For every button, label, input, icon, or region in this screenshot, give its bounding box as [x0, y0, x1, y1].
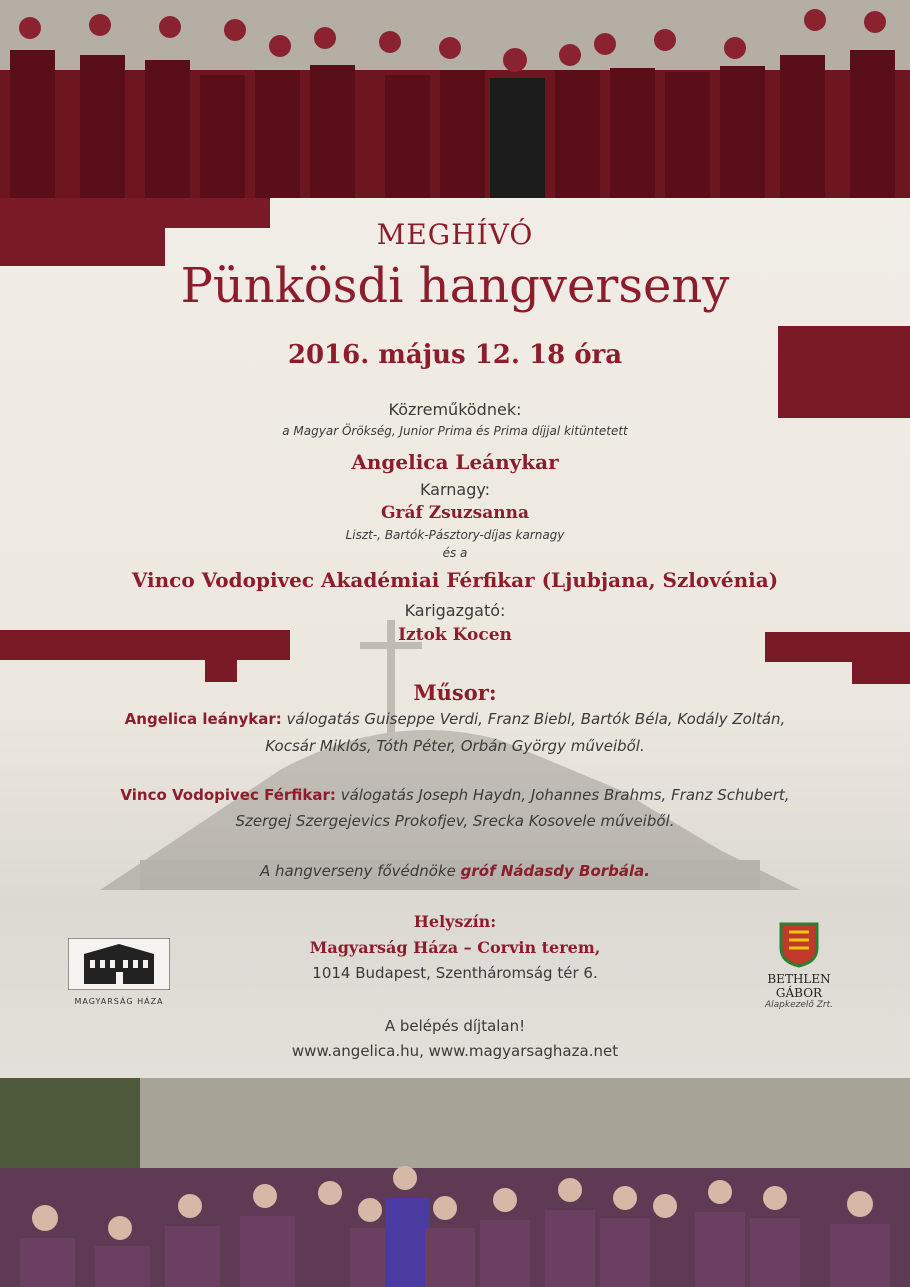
program-item1-text: válogatás Guiseppe Verdi, Franz Biebl, Bartók Béla, Kodály Zoltán,: [281, 710, 786, 728]
male-choir-illustration: [0, 0, 910, 198]
program-item1-line2: Kocsár Miklós, Tóth Péter, Orbán György műveiből.: [265, 737, 645, 755]
right-logo-name: BETHLEN GÁBOR: [767, 972, 831, 1000]
conductor-label: Karnagy:: [419, 480, 491, 499]
participants-intro: Közreműködnek:: [388, 400, 522, 419]
left-logo-text: MAGYARSÁG HÁZA: [74, 997, 164, 1006]
church-silhouette: [100, 620, 800, 900]
building-icon: [68, 938, 170, 990]
female-choir-photo: [0, 1078, 910, 1287]
conductor-awards: Liszt-, Bartók-Pásztory-díjas karnagy: [345, 528, 565, 542]
program-item1-line1: [0, 710, 910, 728]
female-choir-illustration: [0, 1078, 910, 1287]
and-text: és a: [442, 546, 468, 560]
event-title: Pünkösdi hangverseny: [180, 258, 730, 314]
event-datetime: 2016. május 12. 18 óra: [287, 340, 623, 370]
venue-label: Helyszín:: [413, 912, 497, 931]
director-name: Iztok Kocen: [398, 625, 512, 645]
male-choir-photo: [0, 0, 910, 198]
magyarsag-haza-logo: [68, 938, 170, 1006]
right-logo-sub: Alapkezelő Zrt.: [764, 1000, 834, 1010]
director-label: Karigazgató:: [404, 601, 506, 620]
invite-label: MEGHÍVÓ: [376, 218, 534, 251]
program-item2-name: Vinco Vodopivec Férfikar:: [120, 786, 336, 804]
choir2-name: Vinco Vodopivec Akadémiai Férfikar (Ljubjana, Szlovénia): [131, 568, 779, 592]
choir1-name: Angelica Leánykar: [351, 450, 559, 474]
program-item2-text: válogatás Joseph Haydn, Johannes Brahms, Franz Schubert,: [335, 786, 790, 804]
program-item2-line2: Szergej Szergejevics Prokofjev, Srecka Kosovele műveiből.: [235, 812, 675, 830]
program-title: Műsor:: [413, 680, 497, 705]
program-item1-name: Angelica leánykar:: [124, 710, 282, 728]
conductor-name: Gráf Zsuzsanna: [380, 503, 530, 523]
patron-name: gróf Nádasdy Borbála.: [460, 862, 651, 880]
program-item2-line1: [0, 786, 910, 804]
venue-address: 1014 Budapest, Szentháromság tér 6.: [312, 964, 598, 982]
patron-line: [0, 862, 910, 880]
venue-name: Magyarság Háza – Corvin terem,: [309, 938, 601, 957]
shield-icon: [779, 920, 819, 968]
websites-text: www.angelica.hu, www.magyarsaghaza.net: [291, 1042, 619, 1060]
patron-text: A hangverseny fővédnöke: [259, 862, 461, 880]
participants-awards: a Magyar Örökség, Junior Prima és Prima díjjal kitüntetett: [282, 424, 628, 438]
entry-text: A belépés díjtalan!: [384, 1017, 526, 1035]
bethlen-gabor-logo: [744, 920, 854, 1010]
